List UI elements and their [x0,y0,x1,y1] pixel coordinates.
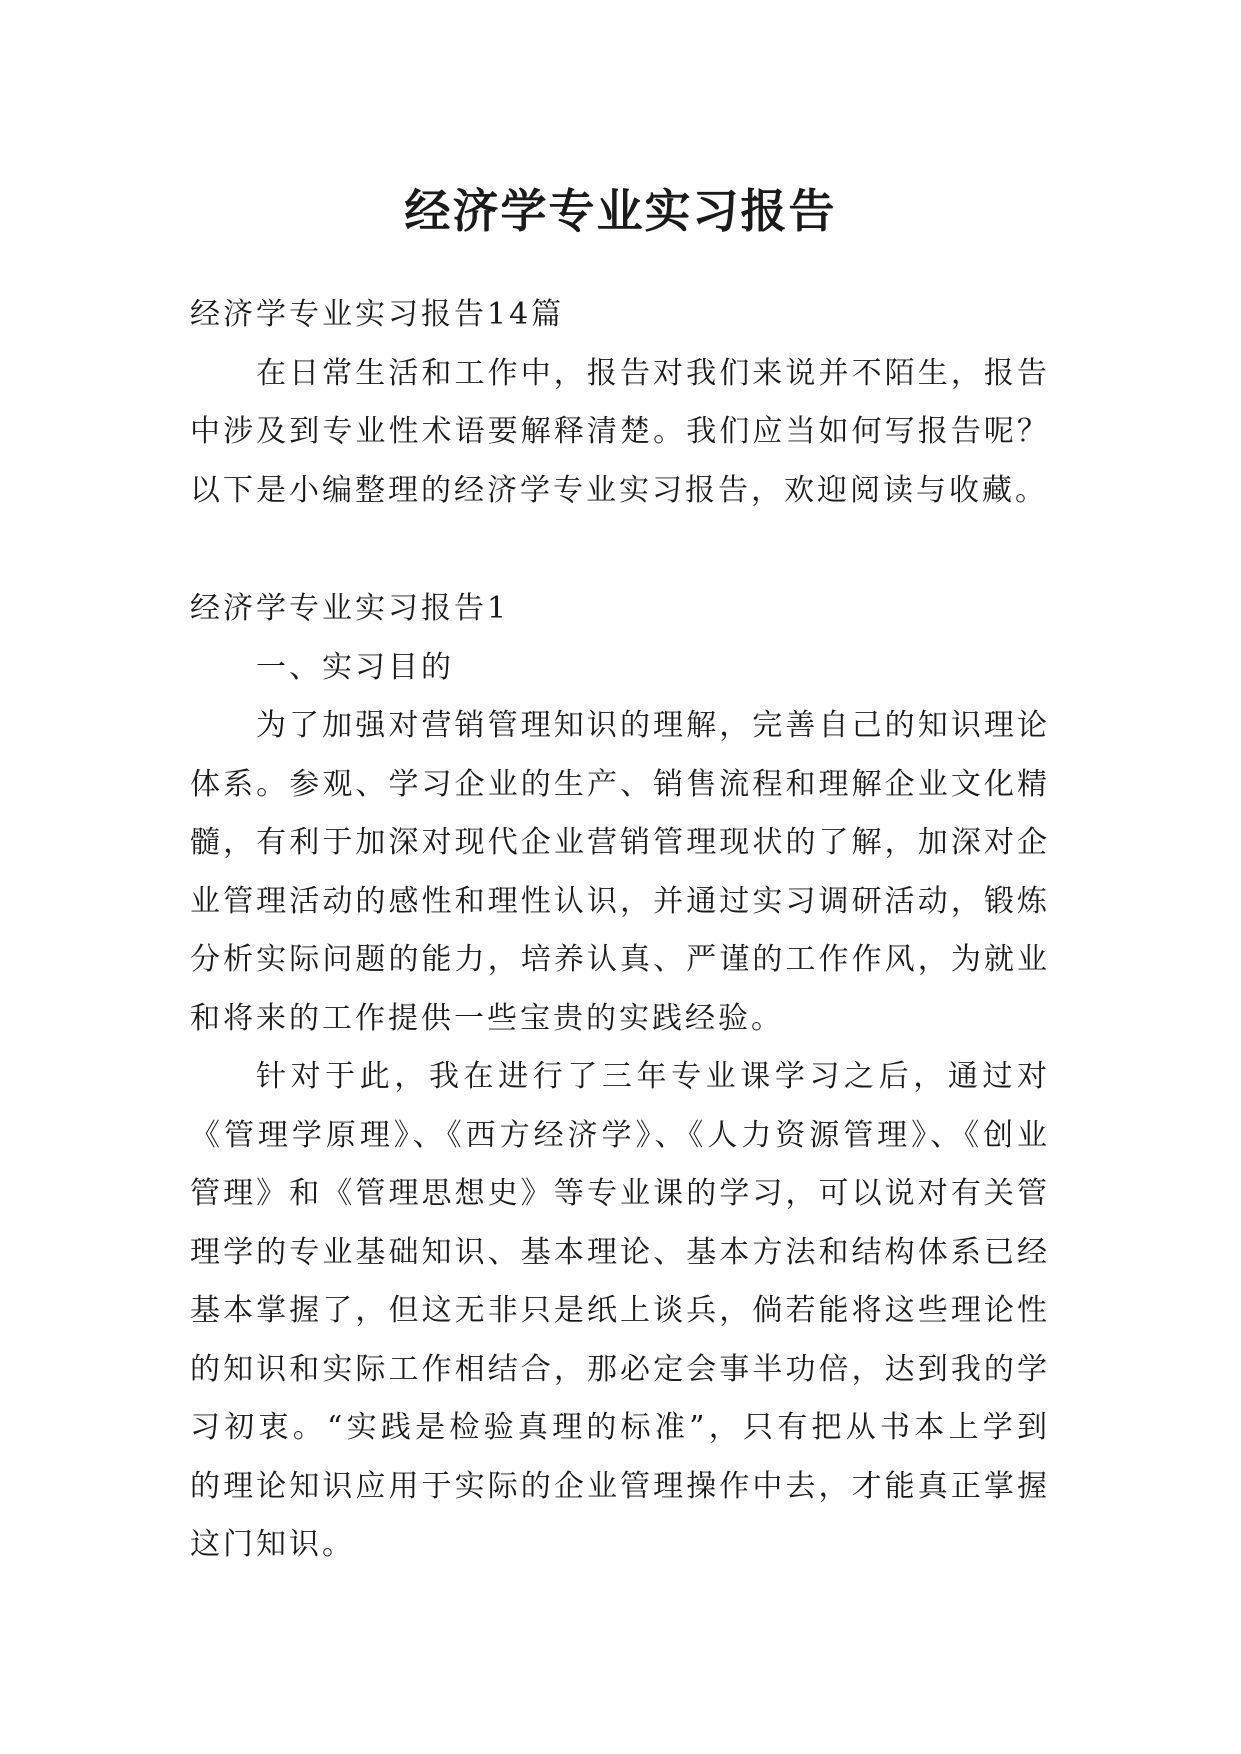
section-heading: 经济学专业实习报告1 [190,591,510,626]
body-paragraph-1: 为了加强对营销管理知识的理解，完善自己的知识理论体系。参观、学习企业的生产、销售流程和理解企业文化精髓，有利于加深对现代企业营销管理现状的了解，加深对企业管理活动的感性和理性认识，并通过实习调研活动，锻炼分析实际问题的能力，培养认真、严谨的工作作风，为就业和将来的工作提供一些宝贵的实践经验。 [190,708,1050,1036]
part-heading: 一、实习目的 [256,649,454,685]
body-paragraph-2: 针对于此，我在进行了三年专业课学习之后，通过对《管理学原理》、《西方经济学》、《人力资源管理》、《创业管理》和《管理思想史》等专业课的学习，可以说对有关管理学的专业基础知识、基本理论、基本方法和结构体系已经基本掌握了，但这无非只是纸上谈兵，倘若能将这些理论性的知识和实际工作相结合，那必定会事半功倍，达到我的学习初衷。“实践是检验真理的标准”，只有把从书本上学到的理论知识应用于实际的企业管理操作中去，才能真正掌握这门知识。 [190,1059,1050,1562]
document-body [190,286,1050,1575]
intro-paragraph: 在日常生活和工作中，报告对我们来说并不陌生，报告中涉及到专业性术语要解释清楚。我们应当如何写报告呢？以下是小编整理的经济学专业实习报告，欢迎阅读与收藏。 [190,355,1050,508]
document-subtitle: 经济学专业实习报告14篇 [190,297,565,332]
document-title: 经济学专业实习报告 [404,183,837,238]
